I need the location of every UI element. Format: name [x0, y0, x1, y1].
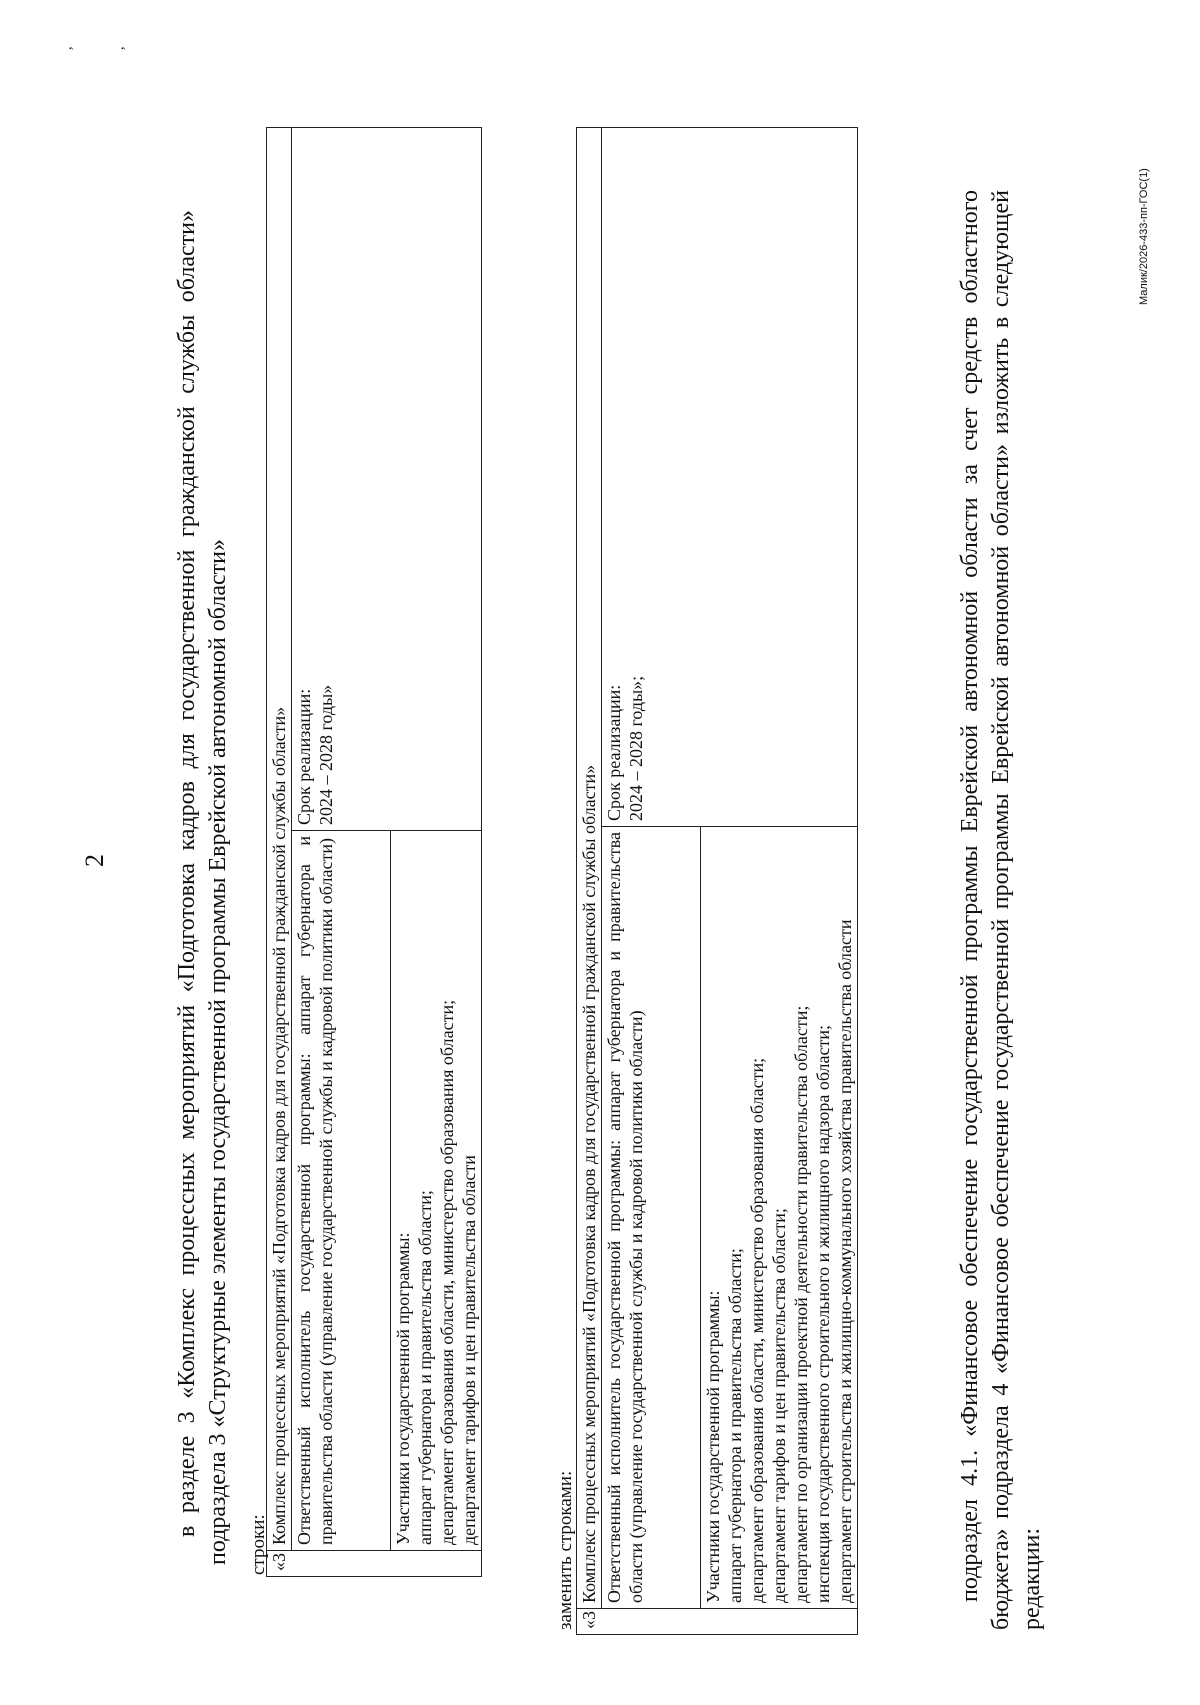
- table-title-cell: Комплекс процессных мероприятий «Подготовка кадров для государственной гражданской службы области»: [577, 128, 602, 1609]
- footer-document-code: Малик/2026-433-пп-ГОС(1): [1138, 168, 1150, 305]
- table-title-cell: Комплекс процессных мероприятий «Подготовка кадров для государственной гражданской службы области»: [267, 128, 292, 1551]
- table-new-rows: [576, 127, 858, 1635]
- participants-cell: Участники государственной программы: аппарат губернатора и правительства области; департамент образования области, министерство образования области; департамент тарифов и цен правительства области: [391, 831, 482, 1551]
- term-cell: Срок реализации: 2024 – 2028 годы»: [292, 128, 482, 831]
- closing-text: подраздел 4.1. «Финансовое обеспечение государственной программы Еврейской автономной области за счет средств областного бюджета» подраздела 4 «Финансовое обеспечение государственной программы Еврейской автономной области» изложить в следующей редакции:: [957, 190, 1045, 1630]
- executor-cell: Ответственный исполнитель государственной программы: аппарат губернатора и правительства области (управление государственной службы и кадровой политики области): [602, 827, 701, 1609]
- table-row: [292, 128, 391, 1577]
- label-replace: заменить строками:: [555, 1470, 576, 1630]
- table-row: [267, 128, 292, 1577]
- page-number: 2: [80, 854, 109, 867]
- row-number: «3: [267, 1551, 482, 1577]
- scan-speck: ,: [112, 46, 127, 50]
- closing-paragraph: [955, 190, 1048, 1630]
- row-number: «3: [577, 1609, 858, 1635]
- table-row: [602, 128, 701, 1635]
- table-row: [577, 128, 602, 1635]
- participants-cell: Участники государственной программы: аппарат губернатора и правительства области; департамент образования области, министерство образования области; департамент тарифов и цен правительства области; департамент по организации проектной деятельности правительства области; инспекция государственного строительного и жилищного надзора области; департамент строительства и жилищно-коммунального хозяйства правительства области: [701, 827, 858, 1609]
- intro-text: в разделе 3 «Комплекс процессных мероприятий «Подготовка кадров для государственной гражданской службы области» подраздела 3 «Структурные элементы государственной программы Еврейской автономной области»: [174, 210, 231, 1565]
- executor-cell: Ответственный исполнитель государственной программы: аппарат губернатора и правительства области (управление государственной службы и кадровой политики области): [292, 831, 391, 1551]
- scan-speck: ,: [60, 46, 75, 50]
- term-cell: Срок реализации: 2024 – 2028 годы»;: [602, 128, 858, 827]
- intro-paragraph: [172, 210, 234, 1565]
- label-rows: строки:: [248, 1514, 269, 1575]
- table-old-rows: [266, 127, 482, 1577]
